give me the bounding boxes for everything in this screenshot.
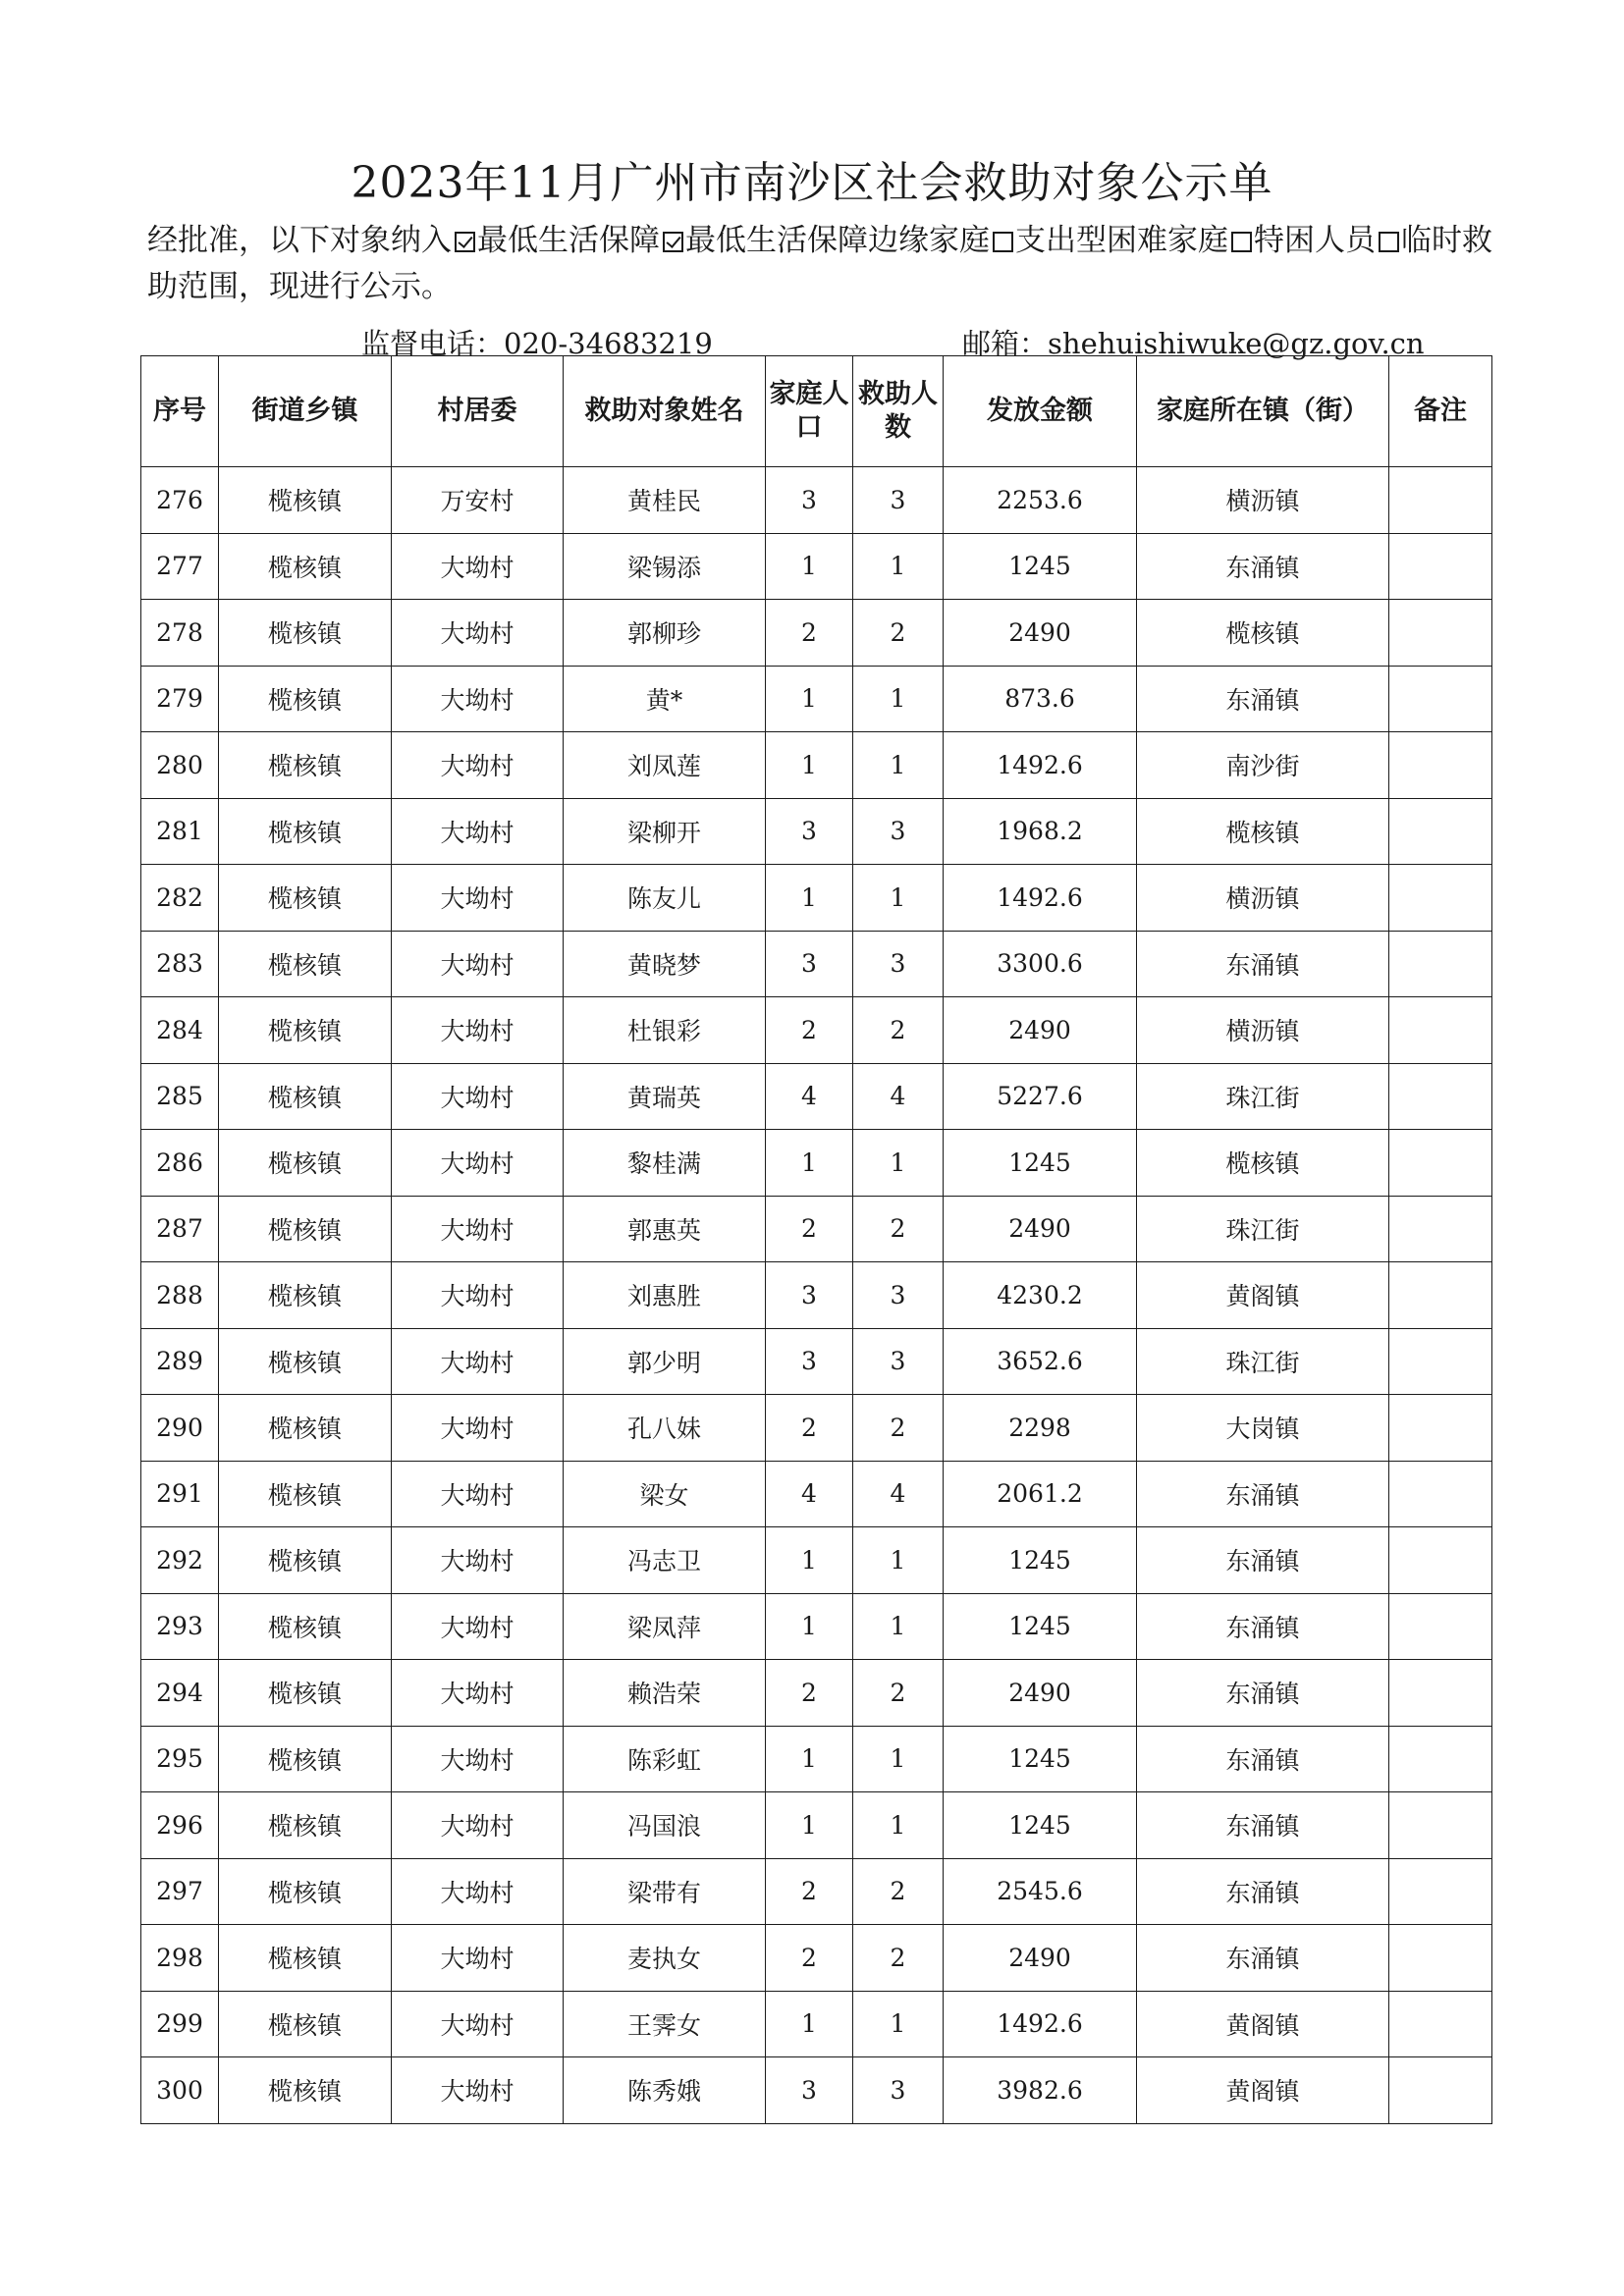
cell-home-town: 榄核镇 [1137,798,1389,865]
cell-aided-count: 2 [853,600,944,667]
cell-remarks [1389,1262,1492,1329]
cell-home-town: 东涌镇 [1137,1792,1389,1859]
cell-home-town: 大岗镇 [1137,1395,1389,1462]
unchecked-checkbox-icon [1231,232,1252,252]
cell-village: 大坳村 [392,1925,564,1992]
table-header-row [141,356,1492,467]
cell-household-size: 2 [766,997,853,1064]
cell-recipient-name: 孔八妹 [564,1395,766,1462]
cell-aided-count: 2 [853,1858,944,1925]
cell-aided-count: 2 [853,997,944,1064]
cell-index: 293 [141,1593,219,1660]
cell-village: 大坳村 [392,533,564,600]
header-aided-count: 救助人数 [853,356,944,467]
cell-index: 288 [141,1262,219,1329]
cell-index: 277 [141,533,219,600]
cell-street-town: 榄核镇 [219,1262,392,1329]
cell-index: 280 [141,732,219,799]
cell-recipient-name: 刘惠胜 [564,1262,766,1329]
cell-amount: 3652.6 [944,1328,1137,1395]
cell-street-town: 榄核镇 [219,1726,392,1792]
cell-recipient-name: 黎桂满 [564,1130,766,1197]
cell-amount: 2490 [944,1660,1137,1727]
cell-remarks [1389,865,1492,932]
cell-remarks [1389,1063,1492,1130]
cell-household-size: 1 [766,732,853,799]
intro-paragraph [147,218,1522,310]
cell-remarks [1389,798,1492,865]
cell-village: 大坳村 [392,997,564,1064]
table-row [141,1262,1492,1329]
cell-village: 大坳村 [392,1858,564,1925]
cell-recipient-name: 黄桂民 [564,467,766,534]
cell-household-size: 1 [766,1991,853,2057]
table-body [141,467,1492,2124]
cell-household-size: 3 [766,798,853,865]
cell-recipient-name: 陈友儿 [564,865,766,932]
cell-household-size: 1 [766,1527,853,1594]
cell-amount: 5227.6 [944,1063,1137,1130]
cell-home-town: 珠江街 [1137,1328,1389,1395]
table-row [141,931,1492,997]
cell-aided-count: 3 [853,931,944,997]
table-row [141,1858,1492,1925]
cell-household-size: 1 [766,865,853,932]
cell-home-town: 横沥镇 [1137,865,1389,932]
page-title: 2023年11月广州市南沙区社会救助对象公示单 [351,158,1273,208]
cell-home-town: 横沥镇 [1137,467,1389,534]
cell-home-town: 东涌镇 [1137,533,1389,600]
checked-checkbox-icon [663,232,683,252]
cell-household-size: 2 [766,1925,853,1992]
cell-aided-count: 4 [853,1461,944,1527]
cell-index: 289 [141,1328,219,1395]
cell-aided-count: 2 [853,1925,944,1992]
table-row [141,666,1492,732]
cell-index: 292 [141,1527,219,1594]
cell-amount: 2061.2 [944,1461,1137,1527]
cell-street-town: 榄核镇 [219,666,392,732]
cell-index: 296 [141,1792,219,1859]
cell-remarks [1389,2057,1492,2124]
table-row [141,1130,1492,1197]
cell-street-town: 榄核镇 [219,931,392,997]
table-row [141,1328,1492,1395]
cell-remarks [1389,732,1492,799]
cell-home-town: 黄阁镇 [1137,1262,1389,1329]
cell-household-size: 3 [766,1262,853,1329]
cell-household-size: 2 [766,1660,853,1727]
cell-street-town: 榄核镇 [219,1196,392,1262]
table-row [141,1461,1492,1527]
cell-remarks [1389,1925,1492,1992]
cell-amount: 873.6 [944,666,1137,732]
cell-aided-count: 1 [853,1130,944,1197]
cell-household-size: 4 [766,1063,853,1130]
recipients-table [140,355,1492,2124]
cell-remarks [1389,997,1492,1064]
cell-amount: 1492.6 [944,732,1137,799]
cell-household-size: 4 [766,1461,853,1527]
header-recipient-name: 救助对象姓名 [564,356,766,467]
cell-home-town: 横沥镇 [1137,997,1389,1064]
cell-village: 大坳村 [392,732,564,799]
cell-village: 大坳村 [392,1328,564,1395]
header-amount: 发放金额 [944,356,1137,467]
cell-index: 294 [141,1660,219,1727]
cell-recipient-name: 黄晓梦 [564,931,766,997]
cell-street-town: 榄核镇 [219,1527,392,1594]
cell-street-town: 榄核镇 [219,997,392,1064]
cell-amount: 1245 [944,1527,1137,1594]
cell-village: 大坳村 [392,798,564,865]
cell-amount: 1245 [944,533,1137,600]
cell-household-size: 1 [766,666,853,732]
cell-amount: 2298 [944,1395,1137,1462]
cell-remarks [1389,1858,1492,1925]
unchecked-checkbox-icon [993,232,1013,252]
cell-aided-count: 1 [853,732,944,799]
cell-recipient-name: 郭柳珍 [564,600,766,667]
assistance-option-label: 支出型困难家庭 [1015,223,1228,258]
header-index: 序号 [141,356,219,467]
cell-index: 287 [141,1196,219,1262]
cell-index: 279 [141,666,219,732]
cell-index: 295 [141,1726,219,1792]
cell-recipient-name: 郭少明 [564,1328,766,1395]
cell-amount: 2490 [944,997,1137,1064]
cell-remarks [1389,1991,1492,2057]
cell-home-town: 黄阁镇 [1137,2057,1389,2124]
cell-home-town: 珠江街 [1137,1196,1389,1262]
intro-tail: ，现进行公示。 [239,269,452,304]
cell-amount: 1245 [944,1726,1137,1792]
cell-recipient-name: 黄瑞英 [564,1063,766,1130]
cell-index: 276 [141,467,219,534]
cell-index: 282 [141,865,219,932]
cell-recipient-name: 陈秀娥 [564,2057,766,2124]
header-street-town: 街道乡镇 [219,356,392,467]
cell-remarks [1389,1527,1492,1594]
cell-aided-count: 1 [853,1991,944,2057]
cell-amount: 2490 [944,1196,1137,1262]
cell-home-town: 东涌镇 [1137,1593,1389,1660]
phone-label: 监督电话： [361,327,505,360]
cell-remarks [1389,1660,1492,1727]
cell-amount: 3300.6 [944,931,1137,997]
cell-amount: 3982.6 [944,2057,1137,2124]
table-row [141,600,1492,667]
table-row [141,1991,1492,2057]
cell-recipient-name: 赖浩荣 [564,1660,766,1727]
cell-household-size: 3 [766,931,853,997]
unchecked-checkbox-icon [1379,232,1399,252]
cell-aided-count: 2 [853,1395,944,1462]
assistance-option-label: 最低生活保障边缘家庭 [685,223,990,258]
cell-village: 大坳村 [392,2057,564,2124]
cell-amount: 1492.6 [944,1991,1137,2057]
cell-recipient-name: 麦执女 [564,1925,766,1992]
cell-home-town: 东涌镇 [1137,1461,1389,1527]
header-remarks: 备注 [1389,356,1492,467]
cell-aided-count: 4 [853,1063,944,1130]
cell-amount: 1245 [944,1593,1137,1660]
cell-street-town: 榄核镇 [219,732,392,799]
cell-home-town: 东涌镇 [1137,1858,1389,1925]
cell-household-size: 2 [766,1395,853,1462]
cell-street-town: 榄核镇 [219,1461,392,1527]
cell-home-town: 东涌镇 [1137,1925,1389,1992]
cell-index: 297 [141,1858,219,1925]
cell-village: 大坳村 [392,1660,564,1727]
cell-index: 290 [141,1395,219,1462]
cell-household-size: 1 [766,1593,853,1660]
cell-street-town: 榄核镇 [219,467,392,534]
cell-index: 298 [141,1925,219,1992]
table-row [141,1593,1492,1660]
cell-village: 大坳村 [392,1063,564,1130]
cell-remarks [1389,1328,1492,1395]
assistance-option-label: 特困人员 [1254,223,1376,258]
cell-recipient-name: 冯国浪 [564,1792,766,1859]
cell-household-size: 2 [766,1196,853,1262]
cell-village: 大坳村 [392,1792,564,1859]
cell-recipient-name: 梁带有 [564,1858,766,1925]
cell-recipient-name: 郭惠英 [564,1196,766,1262]
cell-remarks [1389,1196,1492,1262]
cell-home-town: 珠江街 [1137,1063,1389,1130]
cell-remarks [1389,600,1492,667]
table-row [141,533,1492,600]
cell-aided-count: 3 [853,467,944,534]
cell-aided-count: 1 [853,1527,944,1594]
cell-street-town: 榄核镇 [219,1130,392,1197]
table-row [141,1792,1492,1859]
cell-amount: 2490 [944,1925,1137,1992]
cell-street-town: 榄核镇 [219,1593,392,1660]
header-home-town: 家庭所在镇（街） [1137,356,1389,467]
cell-village: 大坳村 [392,666,564,732]
cell-aided-count: 3 [853,798,944,865]
cell-street-town: 榄核镇 [219,1925,392,1992]
cell-street-town: 榄核镇 [219,1991,392,2057]
cell-village: 大坳村 [392,865,564,932]
cell-recipient-name: 梁柳开 [564,798,766,865]
cell-amount: 1968.2 [944,798,1137,865]
assistance-option-label: 最低生活保障 [477,223,660,258]
cell-street-town: 榄核镇 [219,798,392,865]
cell-village: 大坳村 [392,600,564,667]
cell-aided-count: 3 [853,2057,944,2124]
cell-recipient-name: 刘凤莲 [564,732,766,799]
cell-village: 大坳村 [392,1991,564,2057]
cell-aided-count: 2 [853,1196,944,1262]
cell-amount: 4230.2 [944,1262,1137,1329]
cell-index: 300 [141,2057,219,2124]
cell-household-size: 1 [766,1130,853,1197]
cell-remarks [1389,467,1492,534]
cell-street-town: 榄核镇 [219,1858,392,1925]
cell-village: 大坳村 [392,1395,564,1462]
cell-street-town: 榄核镇 [219,865,392,932]
cell-street-town: 榄核镇 [219,1792,392,1859]
table-row [141,1726,1492,1792]
cell-aided-count: 3 [853,1262,944,1329]
cell-recipient-name: 杜银彩 [564,997,766,1064]
cell-home-town: 东涌镇 [1137,931,1389,997]
email-address: shehuishiwuke@gz.gov.cn [1048,327,1425,360]
cell-recipient-name: 王霁女 [564,1991,766,2057]
cell-household-size: 2 [766,600,853,667]
table-row [141,798,1492,865]
cell-aided-count: 2 [853,1660,944,1727]
cell-household-size: 3 [766,2057,853,2124]
cell-index: 291 [141,1461,219,1527]
email-label: 邮箱： [962,327,1049,360]
cell-village: 大坳村 [392,1130,564,1197]
cell-remarks [1389,666,1492,732]
cell-home-town: 榄核镇 [1137,600,1389,667]
table-row [141,997,1492,1064]
cell-recipient-name: 黄* [564,666,766,732]
cell-household-size: 3 [766,1328,853,1395]
cell-village: 大坳村 [392,1593,564,1660]
cell-village: 大坳村 [392,1527,564,1594]
cell-amount: 2490 [944,600,1137,667]
cell-street-town: 榄核镇 [219,2057,392,2124]
cell-village: 大坳村 [392,1196,564,1262]
cell-remarks [1389,533,1492,600]
checked-checkbox-icon [455,232,475,252]
cell-index: 284 [141,997,219,1064]
phone-number: 020-34683219 [504,327,713,360]
cell-amount: 2545.6 [944,1858,1137,1925]
cell-village: 大坳村 [392,931,564,997]
cell-street-town: 榄核镇 [219,1660,392,1727]
cell-recipient-name: 冯志卫 [564,1527,766,1594]
cell-street-town: 榄核镇 [219,1328,392,1395]
cell-index: 278 [141,600,219,667]
cell-index: 285 [141,1063,219,1130]
cell-index: 286 [141,1130,219,1197]
cell-village: 大坳村 [392,1726,564,1792]
cell-home-town: 黄阁镇 [1137,1991,1389,2057]
cell-aided-count: 3 [853,1328,944,1395]
cell-remarks [1389,1395,1492,1462]
cell-aided-count: 1 [853,1593,944,1660]
cell-amount: 1492.6 [944,865,1137,932]
cell-street-town: 榄核镇 [219,1063,392,1130]
cell-street-town: 榄核镇 [219,1395,392,1462]
cell-aided-count: 1 [853,666,944,732]
cell-home-town: 东涌镇 [1137,666,1389,732]
cell-recipient-name: 梁女 [564,1461,766,1527]
cell-household-size: 1 [766,1726,853,1792]
cell-village: 万安村 [392,467,564,534]
cell-recipient-name: 陈彩虹 [564,1726,766,1792]
cell-amount: 2253.6 [944,467,1137,534]
table-row [141,1395,1492,1462]
cell-amount: 1245 [944,1130,1137,1197]
cell-village: 大坳村 [392,1262,564,1329]
cell-recipient-name: 梁凤萍 [564,1593,766,1660]
cell-remarks [1389,1726,1492,1792]
table-row [141,467,1492,534]
cell-aided-count: 1 [853,533,944,600]
cell-remarks [1389,931,1492,997]
table-row [141,1660,1492,1727]
cell-home-town: 南沙街 [1137,732,1389,799]
cell-home-town: 东涌镇 [1137,1527,1389,1594]
cell-aided-count: 1 [853,1726,944,1792]
cell-aided-count: 1 [853,1792,944,1859]
cell-household-size: 2 [766,1858,853,1925]
table-row [141,1925,1492,1992]
header-household-size: 家庭人口 [766,356,853,467]
intro-lead: 经批准，以下对象纳入 [147,223,452,258]
cell-remarks [1389,1792,1492,1859]
cell-household-size: 3 [766,467,853,534]
cell-street-town: 榄核镇 [219,533,392,600]
cell-home-town: 榄核镇 [1137,1130,1389,1197]
cell-village: 大坳村 [392,1461,564,1527]
cell-household-size: 1 [766,1792,853,1859]
header-village: 村居委 [392,356,564,467]
table-row [141,2057,1492,2124]
table-row [141,1527,1492,1594]
cell-street-town: 榄核镇 [219,600,392,667]
cell-remarks [1389,1130,1492,1197]
table-row [141,1063,1492,1130]
cell-amount: 1245 [944,1792,1137,1859]
table-row [141,732,1492,799]
assistance-option-label: 临时救助范围 [147,223,1492,304]
table-row [141,1196,1492,1262]
cell-index: 281 [141,798,219,865]
cell-remarks [1389,1461,1492,1527]
cell-remarks [1389,1593,1492,1660]
cell-home-town: 东涌镇 [1137,1660,1389,1727]
table-row [141,865,1492,932]
cell-index: 283 [141,931,219,997]
cell-recipient-name: 梁锡添 [564,533,766,600]
cell-household-size: 1 [766,533,853,600]
cell-index: 299 [141,1991,219,2057]
cell-aided-count: 1 [853,865,944,932]
cell-home-town: 东涌镇 [1137,1726,1389,1792]
